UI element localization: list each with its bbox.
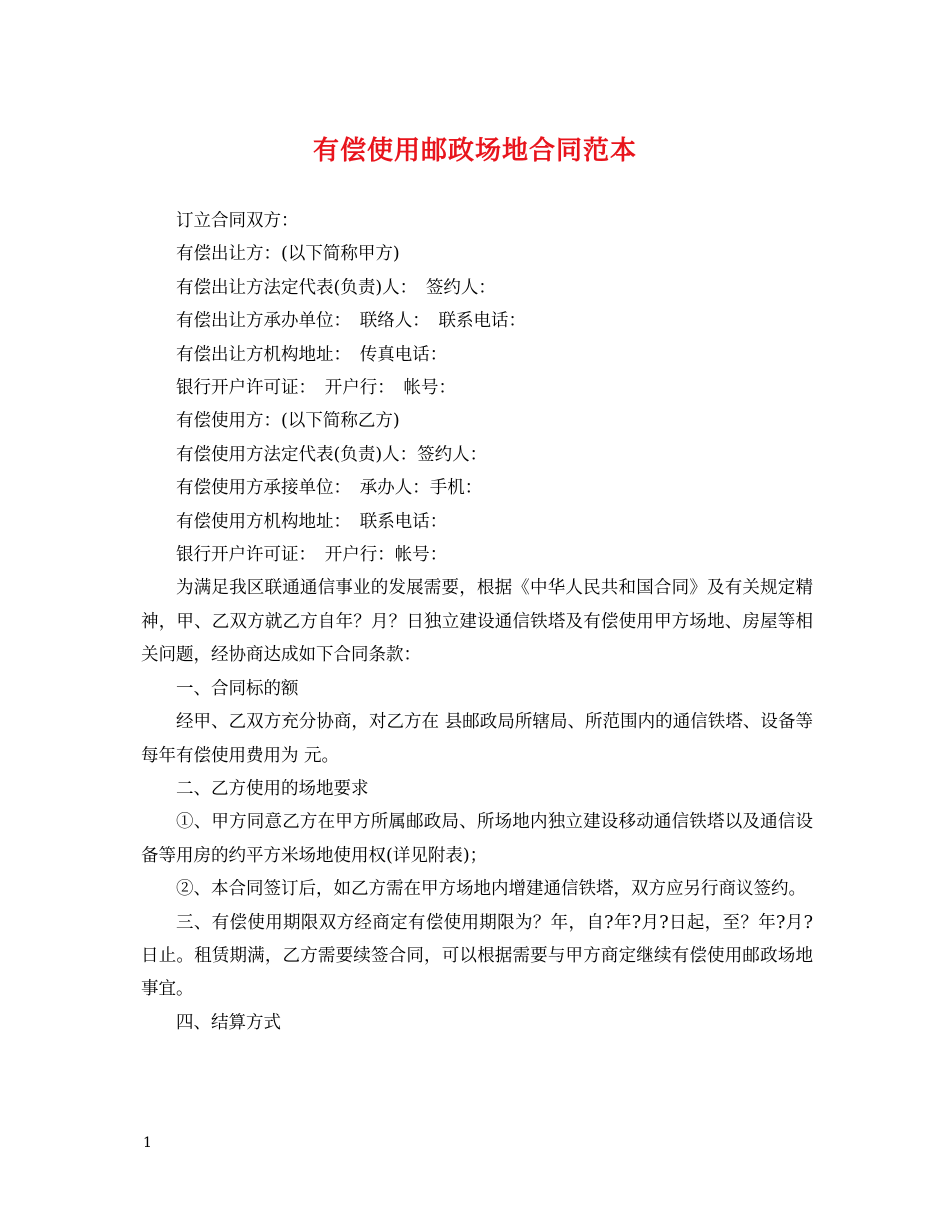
- paragraph: 订立合同双方：: [176, 211, 299, 231]
- page-number: 1: [143, 1135, 152, 1151]
- paragraph: 银行开户许可证： 开户行：帐号：: [176, 545, 448, 566]
- paragraph: 为满足我区联通通信事业的发展需要，根据《中华人民共和国合同》及有关规定精神，甲、乙双方就乙方自年？月？日独立建设通信铁塔及有偿使用甲方场地、房屋等相关问题，经协商达成如下合同条款：: [141, 578, 813, 666]
- paragraph: 银行开户许可证： 开户行： 帐号：: [176, 378, 456, 399]
- paragraph: ①、甲方同意乙方在甲方所属邮政局、所场地内独立建设移动通信铁塔以及通信设备等用房的约平方米场地使用权(详见附表)；: [141, 812, 813, 866]
- document-body: [141, 205, 813, 1040]
- section-heading: 一、合同标的额: [176, 678, 299, 699]
- paragraph: 有偿使用方法定代表(负责)人：签约人：: [176, 444, 488, 465]
- paragraph: 有偿使用方：(以下简称乙方): [176, 411, 400, 432]
- paragraph: 有偿使用方机构地址： 联系电话：: [176, 511, 448, 532]
- paragraph: 有偿出让方：(以下简称甲方): [176, 244, 400, 265]
- paragraph: 有偿出让方承办单位： 联络人： 联系电话：: [176, 311, 526, 332]
- paragraph: 经甲、乙双方充分协商，对乙方在 县邮政局所辖局、所范围内的通信铁塔、设备等每年有偿使用费用为 元。: [141, 712, 813, 766]
- section-heading: 四、结算方式: [176, 1012, 281, 1033]
- paragraph: 有偿出让方机构地址： 传真电话：: [176, 344, 448, 365]
- paragraph: ②、本合同签订后，如乙方需在甲方场地内增建通信铁塔，双方应另行商议签约。: [176, 879, 806, 900]
- paragraph: 有偿出让方法定代表(负责)人： 签约人：: [176, 277, 496, 298]
- section-heading: 二、乙方使用的场地要求: [176, 778, 369, 799]
- paragraph: 有偿使用方承接单位： 承办人：手机：: [176, 478, 483, 499]
- paragraph: 三、有偿使用期限双方经商定有偿使用期限为？年，自?年?月?日起，至？年?月?日止。租赁期满，乙方需要续签合同，可以根据需要与甲方商定继续有偿使用邮政场地事宜。: [141, 912, 813, 1000]
- document-title: 有偿使用邮政场地合同范本: [312, 136, 637, 166]
